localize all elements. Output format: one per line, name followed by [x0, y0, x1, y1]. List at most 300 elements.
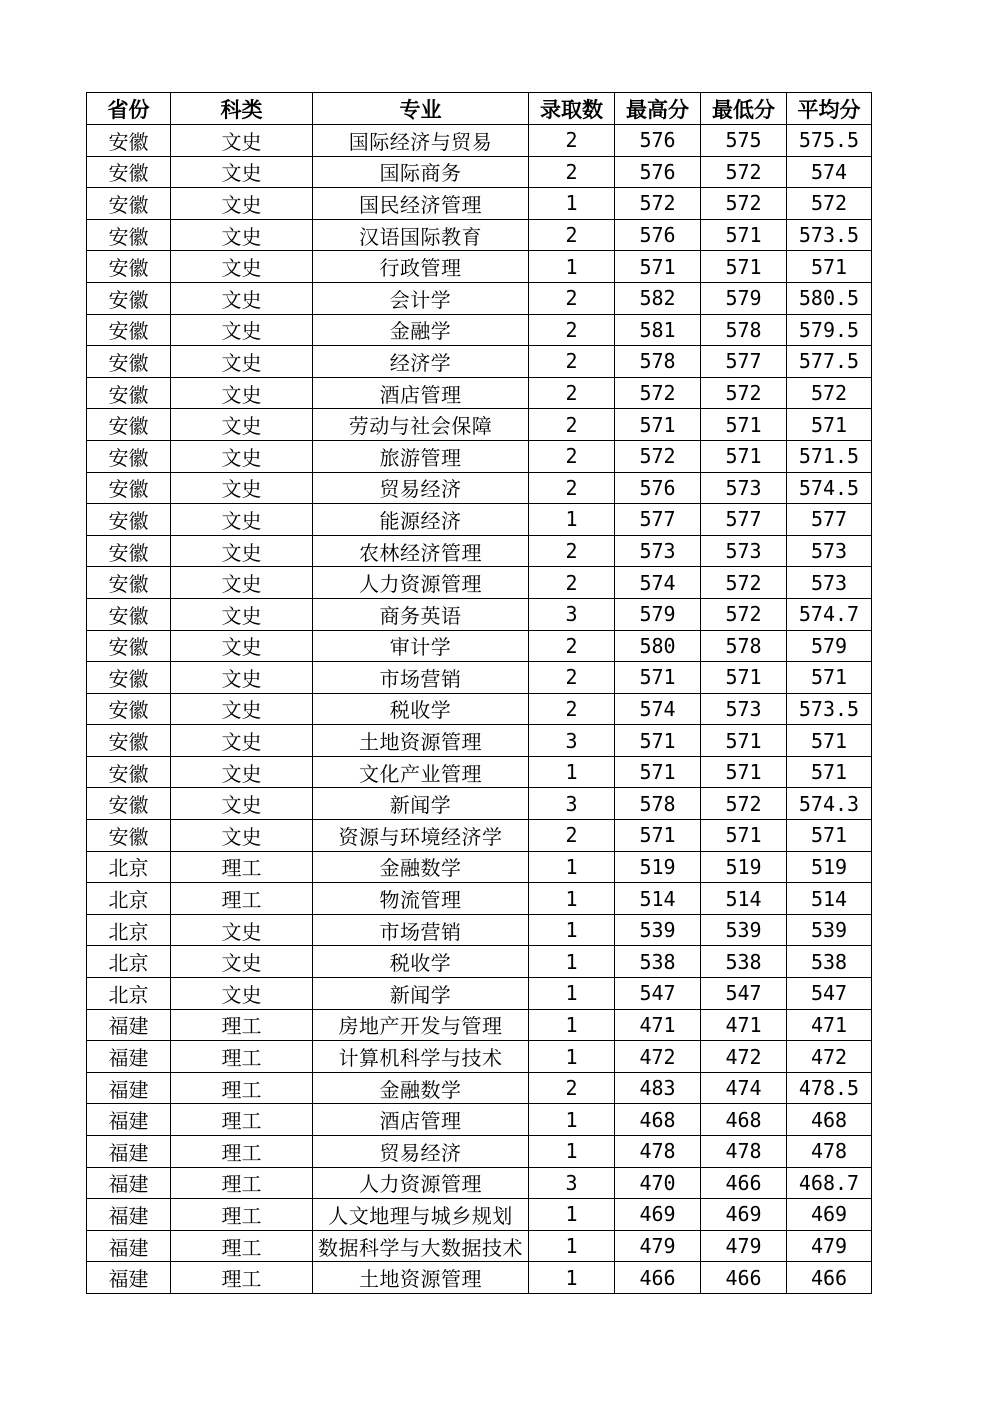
admitted-count-cell: 1 — [529, 1199, 615, 1231]
province-cell: 安徽 — [87, 756, 171, 788]
lowest-score-cell: 478 — [701, 1136, 787, 1168]
header-row — [87, 93, 872, 125]
lowest-score-cell: 466 — [701, 1167, 787, 1199]
category-cell: 文史 — [171, 472, 313, 504]
admitted-count-cell: 2 — [529, 472, 615, 504]
category-cell: 文史 — [171, 346, 313, 378]
table-row — [87, 219, 872, 251]
admitted-count-cell: 2 — [529, 535, 615, 567]
lowest-score-cell: 572 — [701, 156, 787, 188]
lowest-score-cell: 572 — [701, 598, 787, 630]
major-cell: 人力资源管理 — [313, 1167, 529, 1199]
average-score-cell: 547 — [787, 978, 872, 1010]
highest-score-cell: 574 — [615, 567, 701, 599]
table-body — [87, 125, 872, 1294]
major-cell: 物流管理 — [313, 883, 529, 915]
major-cell: 新闻学 — [313, 978, 529, 1010]
highest-score-cell: 581 — [615, 314, 701, 346]
table-row — [87, 1262, 872, 1294]
lowest-score-cell: 572 — [701, 567, 787, 599]
province-cell: 福建 — [87, 1041, 171, 1073]
highest-score-cell: 576 — [615, 125, 701, 157]
category-cell: 文史 — [171, 219, 313, 251]
major-cell: 市场营销 — [313, 914, 529, 946]
category-cell: 文史 — [171, 725, 313, 757]
province-cell: 安徽 — [87, 472, 171, 504]
highest-score-cell: 571 — [615, 756, 701, 788]
major-cell: 汉语国际教育 — [313, 219, 529, 251]
province-cell: 安徽 — [87, 282, 171, 314]
province-cell: 安徽 — [87, 251, 171, 283]
major-cell: 市场营销 — [313, 662, 529, 694]
major-cell: 资源与环境经济学 — [313, 820, 529, 852]
province-cell: 安徽 — [87, 219, 171, 251]
table-row — [87, 567, 872, 599]
lowest-score-cell: 469 — [701, 1199, 787, 1231]
admitted-count-cell: 1 — [529, 914, 615, 946]
category-cell: 文史 — [171, 188, 313, 220]
table-row — [87, 883, 872, 915]
highest-score-cell: 479 — [615, 1230, 701, 1262]
table-row — [87, 693, 872, 725]
highest-score-cell: 571 — [615, 409, 701, 441]
table-row — [87, 188, 872, 220]
lowest-score-cell: 573 — [701, 472, 787, 504]
table-row — [87, 946, 872, 978]
highest-score-cell: 468 — [615, 1104, 701, 1136]
category-cell: 文史 — [171, 598, 313, 630]
average-score-cell: 572 — [787, 377, 872, 409]
table-row — [87, 1230, 872, 1262]
table-row — [87, 251, 872, 283]
category-cell: 文史 — [171, 535, 313, 567]
admitted-count-cell: 1 — [529, 188, 615, 220]
admitted-count-cell: 2 — [529, 282, 615, 314]
major-cell: 贸易经济 — [313, 472, 529, 504]
table-row — [87, 914, 872, 946]
category-cell: 文史 — [171, 662, 313, 694]
major-cell: 税收学 — [313, 693, 529, 725]
lowest-score-cell: 571 — [701, 219, 787, 251]
table-row — [87, 535, 872, 567]
highest-score-cell: 470 — [615, 1167, 701, 1199]
highest-score-cell: 547 — [615, 978, 701, 1010]
lowest-score-cell: 519 — [701, 851, 787, 883]
average-score-cell: 571 — [787, 251, 872, 283]
lowest-score-cell: 572 — [701, 188, 787, 220]
lowest-score-cell: 577 — [701, 504, 787, 536]
average-score-cell: 466 — [787, 1262, 872, 1294]
average-score-cell: 573.5 — [787, 693, 872, 725]
lowest-score-cell: 514 — [701, 883, 787, 915]
highest-score-cell: 578 — [615, 346, 701, 378]
highest-score-cell: 539 — [615, 914, 701, 946]
highest-score-cell: 572 — [615, 188, 701, 220]
average-score-cell: 478 — [787, 1136, 872, 1168]
major-cell: 房地产开发与管理 — [313, 1009, 529, 1041]
major-cell: 税收学 — [313, 946, 529, 978]
header-major: 专业 — [313, 93, 529, 125]
average-score-cell: 519 — [787, 851, 872, 883]
highest-score-cell: 578 — [615, 788, 701, 820]
highest-score-cell: 573 — [615, 535, 701, 567]
average-score-cell: 478.5 — [787, 1072, 872, 1104]
category-cell: 理工 — [171, 1009, 313, 1041]
admitted-count-cell: 1 — [529, 851, 615, 883]
lowest-score-cell: 575 — [701, 125, 787, 157]
highest-score-cell: 472 — [615, 1041, 701, 1073]
lowest-score-cell: 578 — [701, 314, 787, 346]
lowest-score-cell: 573 — [701, 693, 787, 725]
province-cell: 北京 — [87, 851, 171, 883]
average-score-cell: 468.7 — [787, 1167, 872, 1199]
major-cell: 人力资源管理 — [313, 567, 529, 599]
major-cell: 新闻学 — [313, 788, 529, 820]
average-score-cell: 573 — [787, 567, 872, 599]
average-score-cell: 571.5 — [787, 440, 872, 472]
admitted-count-cell: 1 — [529, 504, 615, 536]
major-cell: 人文地理与城乡规划 — [313, 1199, 529, 1231]
major-cell: 劳动与社会保障 — [313, 409, 529, 441]
highest-score-cell: 466 — [615, 1262, 701, 1294]
header-highest-score: 最高分 — [615, 93, 701, 125]
major-cell: 酒店管理 — [313, 377, 529, 409]
category-cell: 文史 — [171, 314, 313, 346]
table-row — [87, 440, 872, 472]
major-cell: 酒店管理 — [313, 1104, 529, 1136]
highest-score-cell: 471 — [615, 1009, 701, 1041]
header-lowest-score: 最低分 — [701, 93, 787, 125]
category-cell: 理工 — [171, 1104, 313, 1136]
lowest-score-cell: 471 — [701, 1009, 787, 1041]
province-cell: 安徽 — [87, 662, 171, 694]
average-score-cell: 580.5 — [787, 282, 872, 314]
admitted-count-cell: 1 — [529, 1009, 615, 1041]
table-row — [87, 1009, 872, 1041]
category-cell: 理工 — [171, 1041, 313, 1073]
province-cell: 福建 — [87, 1230, 171, 1262]
admitted-count-cell: 1 — [529, 1041, 615, 1073]
lowest-score-cell: 571 — [701, 662, 787, 694]
category-cell: 理工 — [171, 1230, 313, 1262]
admitted-count-cell: 2 — [529, 662, 615, 694]
table-row — [87, 346, 872, 378]
highest-score-cell: 538 — [615, 946, 701, 978]
lowest-score-cell: 572 — [701, 377, 787, 409]
header-admitted-count: 录取数 — [529, 93, 615, 125]
major-cell: 商务英语 — [313, 598, 529, 630]
average-score-cell: 469 — [787, 1199, 872, 1231]
average-score-cell: 571 — [787, 820, 872, 852]
table-row — [87, 598, 872, 630]
province-cell: 安徽 — [87, 377, 171, 409]
average-score-cell: 574.7 — [787, 598, 872, 630]
average-score-cell: 479 — [787, 1230, 872, 1262]
province-cell: 福建 — [87, 1167, 171, 1199]
table-row — [87, 851, 872, 883]
province-cell: 福建 — [87, 1104, 171, 1136]
lowest-score-cell: 578 — [701, 630, 787, 662]
table-row — [87, 409, 872, 441]
admitted-count-cell: 2 — [529, 440, 615, 472]
province-cell: 北京 — [87, 914, 171, 946]
lowest-score-cell: 472 — [701, 1041, 787, 1073]
admitted-count-cell: 2 — [529, 409, 615, 441]
table-row — [87, 1199, 872, 1231]
average-score-cell: 538 — [787, 946, 872, 978]
admitted-count-cell: 2 — [529, 346, 615, 378]
category-cell: 理工 — [171, 883, 313, 915]
admission-score-table — [86, 92, 872, 1294]
province-cell: 北京 — [87, 946, 171, 978]
highest-score-cell: 572 — [615, 440, 701, 472]
lowest-score-cell: 466 — [701, 1262, 787, 1294]
province-cell: 安徽 — [87, 630, 171, 662]
major-cell: 土地资源管理 — [313, 1262, 529, 1294]
major-cell: 旅游管理 — [313, 440, 529, 472]
lowest-score-cell: 571 — [701, 251, 787, 283]
major-cell: 金融学 — [313, 314, 529, 346]
average-score-cell: 574.3 — [787, 788, 872, 820]
table-row — [87, 1041, 872, 1073]
province-cell: 安徽 — [87, 440, 171, 472]
admitted-count-cell: 2 — [529, 125, 615, 157]
major-cell: 贸易经济 — [313, 1136, 529, 1168]
lowest-score-cell: 538 — [701, 946, 787, 978]
major-cell: 经济学 — [313, 346, 529, 378]
lowest-score-cell: 571 — [701, 725, 787, 757]
major-cell: 土地资源管理 — [313, 725, 529, 757]
average-score-cell: 539 — [787, 914, 872, 946]
province-cell: 安徽 — [87, 725, 171, 757]
province-cell: 安徽 — [87, 820, 171, 852]
table-row — [87, 788, 872, 820]
province-cell: 安徽 — [87, 788, 171, 820]
highest-score-cell: 514 — [615, 883, 701, 915]
highest-score-cell: 571 — [615, 662, 701, 694]
province-cell: 福建 — [87, 1199, 171, 1231]
category-cell: 文史 — [171, 156, 313, 188]
admitted-count-cell: 3 — [529, 1167, 615, 1199]
table-row — [87, 472, 872, 504]
major-cell: 能源经济 — [313, 504, 529, 536]
highest-score-cell: 576 — [615, 156, 701, 188]
average-score-cell: 514 — [787, 883, 872, 915]
header-average-score: 平均分 — [787, 93, 872, 125]
highest-score-cell: 582 — [615, 282, 701, 314]
admitted-count-cell: 3 — [529, 598, 615, 630]
province-cell: 安徽 — [87, 314, 171, 346]
lowest-score-cell: 571 — [701, 440, 787, 472]
highest-score-cell: 579 — [615, 598, 701, 630]
average-score-cell: 472 — [787, 1041, 872, 1073]
admitted-count-cell: 1 — [529, 883, 615, 915]
admitted-count-cell: 1 — [529, 1262, 615, 1294]
admitted-count-cell: 2 — [529, 1072, 615, 1104]
province-cell: 北京 — [87, 883, 171, 915]
admitted-count-cell: 1 — [529, 1136, 615, 1168]
average-score-cell: 575.5 — [787, 125, 872, 157]
average-score-cell: 572 — [787, 188, 872, 220]
admitted-count-cell: 3 — [529, 725, 615, 757]
highest-score-cell: 576 — [615, 219, 701, 251]
lowest-score-cell: 539 — [701, 914, 787, 946]
highest-score-cell: 571 — [615, 820, 701, 852]
admitted-count-cell: 2 — [529, 377, 615, 409]
table-row — [87, 630, 872, 662]
average-score-cell: 571 — [787, 725, 872, 757]
lowest-score-cell: 577 — [701, 346, 787, 378]
table-row — [87, 820, 872, 852]
major-cell: 计算机科学与技术 — [313, 1041, 529, 1073]
category-cell: 文史 — [171, 282, 313, 314]
admitted-count-cell: 2 — [529, 219, 615, 251]
average-score-cell: 571 — [787, 409, 872, 441]
major-cell: 数据科学与大数据技术 — [313, 1230, 529, 1262]
admitted-count-cell: 1 — [529, 251, 615, 283]
category-cell: 理工 — [171, 1072, 313, 1104]
lowest-score-cell: 479 — [701, 1230, 787, 1262]
highest-score-cell: 571 — [615, 725, 701, 757]
category-cell: 文史 — [171, 788, 313, 820]
average-score-cell: 573 — [787, 535, 872, 567]
average-score-cell: 577.5 — [787, 346, 872, 378]
table-row — [87, 1072, 872, 1104]
admitted-count-cell: 2 — [529, 156, 615, 188]
table-row — [87, 314, 872, 346]
province-cell: 安徽 — [87, 156, 171, 188]
category-cell: 文史 — [171, 978, 313, 1010]
admitted-count-cell: 2 — [529, 314, 615, 346]
category-cell: 文史 — [171, 377, 313, 409]
province-cell: 安徽 — [87, 567, 171, 599]
category-cell: 文史 — [171, 251, 313, 283]
highest-score-cell: 576 — [615, 472, 701, 504]
average-score-cell: 571 — [787, 662, 872, 694]
province-cell: 安徽 — [87, 409, 171, 441]
category-cell: 理工 — [171, 1199, 313, 1231]
table-row — [87, 1104, 872, 1136]
lowest-score-cell: 571 — [701, 409, 787, 441]
average-score-cell: 579 — [787, 630, 872, 662]
major-cell: 会计学 — [313, 282, 529, 314]
lowest-score-cell: 573 — [701, 535, 787, 567]
province-cell: 北京 — [87, 978, 171, 1010]
table-row — [87, 504, 872, 536]
admitted-count-cell: 3 — [529, 788, 615, 820]
major-cell: 农林经济管理 — [313, 535, 529, 567]
lowest-score-cell: 572 — [701, 788, 787, 820]
major-cell: 行政管理 — [313, 251, 529, 283]
province-cell: 安徽 — [87, 504, 171, 536]
lowest-score-cell: 474 — [701, 1072, 787, 1104]
admitted-count-cell: 1 — [529, 946, 615, 978]
average-score-cell: 579.5 — [787, 314, 872, 346]
highest-score-cell: 580 — [615, 630, 701, 662]
major-cell: 审计学 — [313, 630, 529, 662]
average-score-cell: 574.5 — [787, 472, 872, 504]
major-cell: 金融数学 — [313, 1072, 529, 1104]
header-province: 省份 — [87, 93, 171, 125]
province-cell: 福建 — [87, 1136, 171, 1168]
admitted-count-cell: 2 — [529, 820, 615, 852]
category-cell: 文史 — [171, 756, 313, 788]
header-category: 科类 — [171, 93, 313, 125]
highest-score-cell: 577 — [615, 504, 701, 536]
category-cell: 文史 — [171, 820, 313, 852]
average-score-cell: 573.5 — [787, 219, 872, 251]
category-cell: 理工 — [171, 851, 313, 883]
admitted-count-cell: 1 — [529, 1104, 615, 1136]
lowest-score-cell: 571 — [701, 820, 787, 852]
lowest-score-cell: 468 — [701, 1104, 787, 1136]
admitted-count-cell: 2 — [529, 630, 615, 662]
table-row — [87, 156, 872, 188]
province-cell: 安徽 — [87, 125, 171, 157]
major-cell: 金融数学 — [313, 851, 529, 883]
admitted-count-cell: 1 — [529, 756, 615, 788]
average-score-cell: 471 — [787, 1009, 872, 1041]
table-row — [87, 282, 872, 314]
category-cell: 理工 — [171, 1136, 313, 1168]
table-row — [87, 125, 872, 157]
category-cell: 文史 — [171, 504, 313, 536]
admitted-count-cell: 1 — [529, 1230, 615, 1262]
province-cell: 福建 — [87, 1072, 171, 1104]
highest-score-cell: 572 — [615, 377, 701, 409]
table-row — [87, 662, 872, 694]
province-cell: 福建 — [87, 1009, 171, 1041]
province-cell: 安徽 — [87, 693, 171, 725]
category-cell: 文史 — [171, 440, 313, 472]
category-cell: 文史 — [171, 409, 313, 441]
major-cell: 国际商务 — [313, 156, 529, 188]
average-score-cell: 577 — [787, 504, 872, 536]
highest-score-cell: 478 — [615, 1136, 701, 1168]
category-cell: 文史 — [171, 125, 313, 157]
table-row — [87, 725, 872, 757]
major-cell: 国民经济管理 — [313, 188, 529, 220]
category-cell: 理工 — [171, 1167, 313, 1199]
table-row — [87, 978, 872, 1010]
province-cell: 福建 — [87, 1262, 171, 1294]
table-row — [87, 1167, 872, 1199]
lowest-score-cell: 579 — [701, 282, 787, 314]
table-row — [87, 756, 872, 788]
admitted-count-cell: 2 — [529, 693, 615, 725]
highest-score-cell: 519 — [615, 851, 701, 883]
lowest-score-cell: 547 — [701, 978, 787, 1010]
category-cell: 文史 — [171, 914, 313, 946]
lowest-score-cell: 571 — [701, 756, 787, 788]
major-cell: 国际经济与贸易 — [313, 125, 529, 157]
province-cell: 安徽 — [87, 598, 171, 630]
highest-score-cell: 483 — [615, 1072, 701, 1104]
table-row — [87, 1136, 872, 1168]
province-cell: 安徽 — [87, 188, 171, 220]
major-cell: 文化产业管理 — [313, 756, 529, 788]
average-score-cell: 574 — [787, 156, 872, 188]
province-cell: 安徽 — [87, 346, 171, 378]
table-row — [87, 377, 872, 409]
highest-score-cell: 469 — [615, 1199, 701, 1231]
highest-score-cell: 571 — [615, 251, 701, 283]
category-cell: 理工 — [171, 1262, 313, 1294]
category-cell: 文史 — [171, 567, 313, 599]
province-cell: 安徽 — [87, 535, 171, 567]
category-cell: 文史 — [171, 946, 313, 978]
category-cell: 文史 — [171, 630, 313, 662]
